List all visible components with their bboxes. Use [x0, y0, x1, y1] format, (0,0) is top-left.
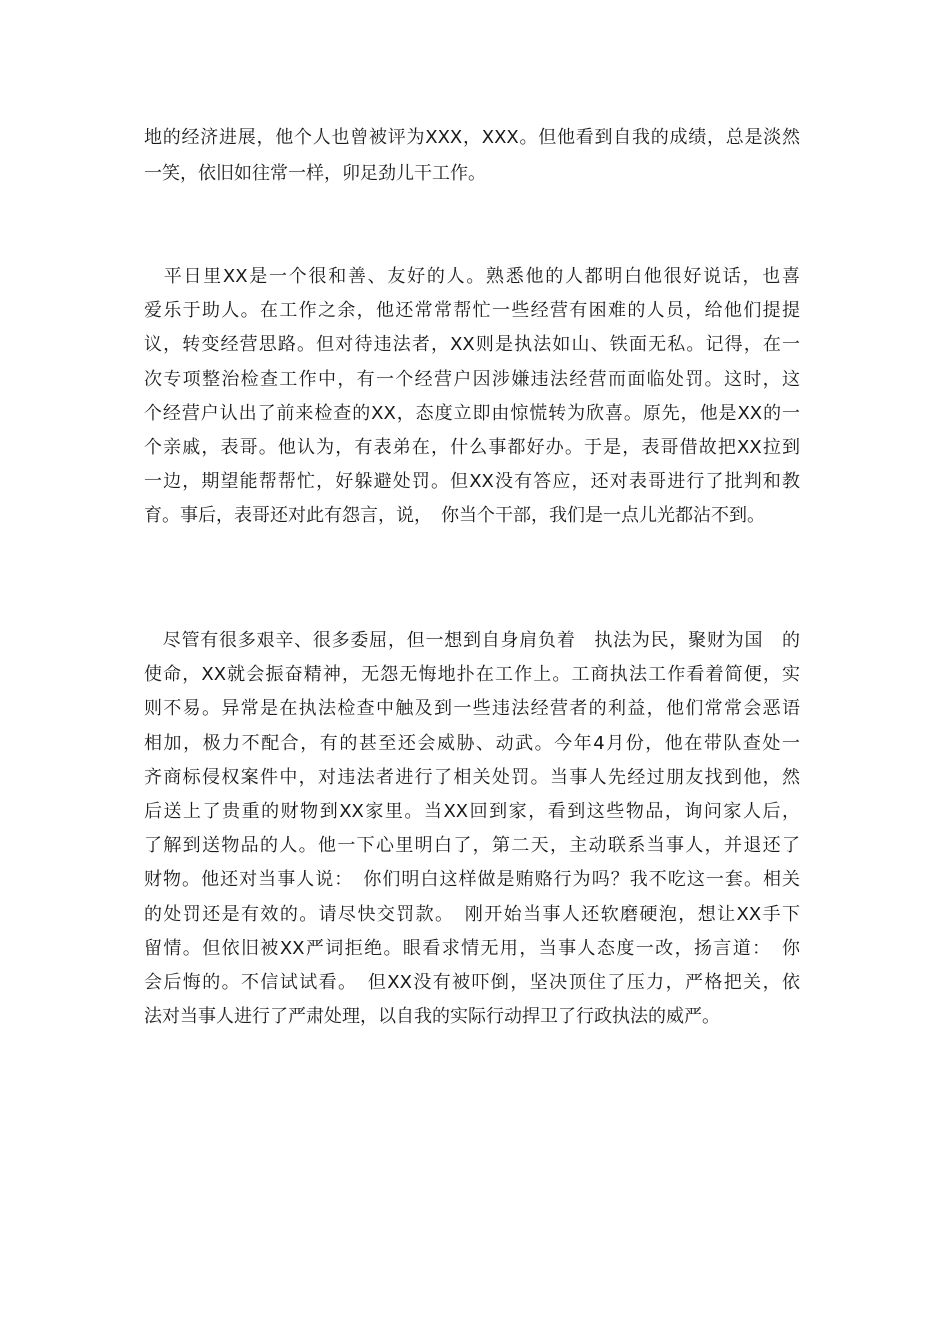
text-line: 一笑，依旧如往常一样，卯足劲儿干工作。	[144, 163, 486, 184]
text-line: 平日里XX是一个很和善、友好的人。熟悉他的人都明白他很好说话，也喜	[144, 266, 800, 287]
paragraph-1	[144, 120, 800, 192]
text-line: 齐商标侵权案件中，对违法者进行了相关处罚。当事人先经过朋友找到他，然	[144, 766, 800, 788]
text-line: 相加，极力不配合，有的甚至还会威胁、动武。今年4月份，他在带队查处一	[144, 732, 800, 754]
text-line: 个亲戚，表哥。他认为，有表弟在，什么事都好办。于是，表哥借故把XX拉到	[144, 436, 800, 458]
text-line: 会后悔的。不信试试看。 但XX没有被吓倒，坚决顶住了压力，严格把关，依	[144, 971, 800, 993]
text-line: 地的经济进展，他个人也曾被评为XXX，XXX。但他看到自我的成绩，总是淡然	[144, 127, 800, 148]
text-line: 财物。他还对当事人说： 你们明白这样做是贿赂行为吗？我不吃这一套。相关	[144, 869, 800, 891]
text-line: 则不易。异常是在执法检查中触及到一些违法经营者的利益，他们常常会恶语	[144, 698, 800, 720]
text-line: 留情。但依旧被XX严词拒绝。眼看求情无用，当事人态度一改，扬言道： 你	[144, 937, 800, 959]
text-line: 育。事后，表哥还对此有怨言，说， 你当个干部，我们是一点儿光都沾不到。	[144, 505, 765, 527]
text-line: 爱乐于助人。在工作之余，他还常常帮忙一些经营有困难的人员，给他们提提	[144, 300, 800, 322]
text-line: 个经营户认出了前来检查的XX，态度立即由惊慌转为欣喜。原先，他是XX的一	[144, 402, 800, 424]
text-line: 议，转变经营思路。但对待违法者，XX则是执法如山、铁面无私。记得，在一	[144, 334, 800, 356]
text-line: 一边，期望能帮帮忙，好躲避处罚。但XX没有答应，还对表哥进行了批判和教	[144, 471, 800, 493]
text-line: 尽管有很多艰辛、很多委屈，但一想到自身肩负着 执法为民，聚财为国 的	[144, 630, 800, 651]
text-line: 了解到送物品的人。他一下心里明白了，第二天，主动联系当事人，并退还了	[144, 835, 800, 857]
text-line: 后送上了贵重的财物到XX家里。当XX回到家，看到这些物品，询问家人后，	[144, 800, 800, 822]
text-line: 使命，XX就会振奋精神，无怨无悔地扑在工作上。工商执法工作看着简便，实	[144, 664, 800, 686]
text-line: 的处罚还是有效的。请尽快交罚款。 刚开始当事人还软磨硬泡，想让XX手下	[144, 903, 800, 925]
paragraph-3	[144, 624, 800, 1034]
text-line: 法对当事人进行了严肃处理，以自我的实际行动捍卫了行政执法的威严。	[144, 1006, 720, 1028]
text-line: 次专项整治检查工作中，有一个经营户因涉嫌违法经营而面临处罚。这时，这	[144, 368, 800, 390]
paragraph-2	[144, 260, 800, 534]
